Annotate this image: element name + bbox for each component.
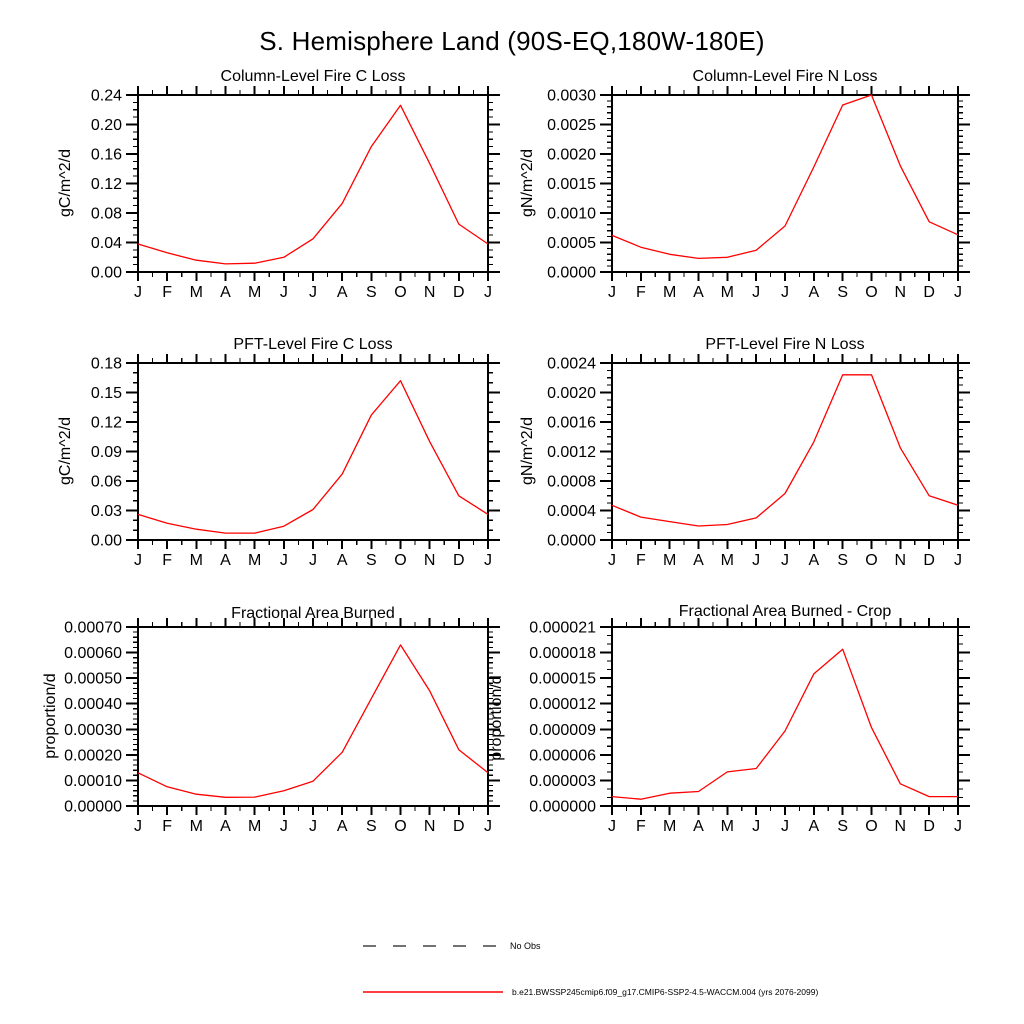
fractional-area-burned-crop-plot [505, 595, 975, 847]
x-tick-label: A [220, 552, 231, 569]
chart-column-level-fire-n-loss [505, 60, 975, 312]
x-tick-label: S [365, 284, 377, 301]
y-tick-label: 0.0010 [547, 205, 596, 223]
y-tick-label: 0.00050 [64, 670, 122, 688]
y-tick-label: 0.0004 [547, 503, 596, 520]
y-tick-label: 0.0030 [547, 87, 596, 105]
x-tick-label: J [279, 284, 288, 301]
x-tick-label: J [309, 818, 317, 835]
y-tick-label: 0.000009 [529, 721, 596, 739]
y-tick-label: 0.000012 [529, 696, 596, 714]
x-tick-label: J [954, 284, 962, 301]
plot-frame [612, 95, 958, 272]
pft-level-fire-n-loss-plot [505, 330, 975, 578]
y-axis-label: proportion/d [488, 675, 505, 761]
x-tick-label: D [923, 818, 935, 835]
x-tick-label: A [336, 284, 348, 301]
x-tick-label: M [663, 818, 677, 835]
y-axis-label: gN/m^2/d [519, 417, 536, 485]
x-tick-label: J [484, 818, 492, 835]
x-tick-label: O [865, 552, 878, 569]
plot-frame [612, 363, 958, 540]
y-tick-label: 0.0000 [547, 264, 596, 282]
x-tick-label: J [752, 818, 761, 835]
series-line [612, 95, 958, 258]
y-tick-label: 0.12 [90, 414, 122, 432]
chart-fractional-area-burned [30, 595, 500, 847]
x-tick-label: O [394, 552, 407, 569]
x-tick-label: S [365, 818, 377, 835]
y-tick-label: 0.0020 [547, 146, 596, 164]
axis-ticks [126, 86, 500, 281]
x-tick-label: J [752, 284, 761, 301]
x-tick-label: J [752, 552, 761, 569]
x-tick-label: M [248, 818, 262, 835]
x-tick-label: J [781, 552, 789, 569]
x-tick-label: S [837, 552, 849, 569]
plot-frame [138, 95, 488, 272]
y-tick-label: 0.00060 [64, 645, 122, 663]
legend-label: b.e21.BWSSP245cmip6.f09_g17.CMIP6-SSP2-4.5-WACCM.004 (yrs 2076-2099) [512, 987, 819, 997]
x-tick-label: J [279, 818, 288, 835]
x-tick-label: N [423, 284, 436, 301]
chart-fractional-area-burned-crop [488, 595, 975, 847]
chart-title: Column-Level Fire N Loss [692, 68, 878, 85]
x-tick-label: O [394, 284, 407, 301]
x-tick-label: J [134, 818, 142, 835]
x-tick-label: D [453, 284, 465, 301]
x-tick-label: J [134, 284, 142, 301]
x-tick-label: F [162, 818, 173, 835]
x-tick-label: J [608, 552, 616, 569]
y-tick-label: 0.000018 [529, 645, 596, 663]
axis-ticks [126, 354, 500, 549]
y-tick-label: 0.0012 [547, 444, 596, 461]
y-tick-label: 0.12 [90, 176, 122, 193]
x-tick-label: A [336, 552, 348, 569]
y-tick-label: 0.04 [90, 235, 122, 252]
column-level-fire-n-loss-plot [505, 60, 975, 312]
model-run-line-sample [362, 989, 504, 995]
legend-label: No Obs [510, 941, 541, 951]
x-tick-label: F [635, 284, 646, 301]
no-obs-line-sample [362, 943, 502, 949]
x-tick-label: F [635, 818, 646, 835]
y-tick-label: 0.00030 [64, 721, 122, 739]
y-tick-label: 0.00 [90, 264, 122, 282]
x-tick-label: M [720, 552, 734, 569]
y-tick-label: 0.06 [90, 473, 122, 491]
y-tick-label: 0.20 [90, 117, 122, 134]
x-tick-label: M [720, 818, 734, 835]
chart-column-level-fire-c-loss [30, 60, 500, 312]
y-tick-label: 0.0015 [547, 176, 596, 193]
y-tick-label: 0.16 [90, 146, 122, 164]
x-tick-label: M [663, 284, 677, 301]
chart-title: PFT-Level Fire N Loss [705, 336, 865, 353]
x-tick-label: J [781, 818, 789, 835]
y-tick-label: 0.00040 [64, 696, 122, 714]
plot-frame [612, 627, 958, 806]
x-tick-label: N [894, 818, 907, 835]
x-tick-label: S [837, 818, 849, 835]
y-tick-label: 0.0005 [547, 235, 596, 252]
x-tick-label: N [894, 552, 907, 569]
y-tick-label: 0.00070 [64, 619, 122, 637]
y-tick-label: 0.18 [90, 355, 122, 373]
y-tick-label: 0.00 [90, 532, 122, 550]
y-tick-label: 0.0008 [547, 473, 596, 491]
x-tick-label: F [635, 552, 646, 569]
series-line [138, 105, 488, 264]
x-tick-label: J [781, 284, 789, 301]
x-tick-label: F [162, 284, 173, 301]
x-tick-label: O [865, 284, 878, 301]
y-tick-label: 0.0025 [547, 117, 596, 134]
series-line [612, 649, 958, 799]
x-tick-label: J [954, 552, 962, 569]
y-tick-label: 0.24 [90, 87, 122, 105]
series-line [612, 375, 958, 526]
chart-title: Column-Level Fire C Loss [220, 68, 406, 85]
y-tick-label: 0.0024 [547, 355, 596, 373]
x-tick-label: M [189, 552, 203, 569]
y-tick-label: 0.000015 [529, 670, 596, 688]
column-level-fire-c-loss-plot [30, 60, 500, 312]
axis-ticks [600, 618, 970, 815]
x-tick-label: J [309, 284, 317, 301]
y-axis-label: gC/m^2/d [57, 149, 74, 217]
x-tick-label: O [394, 818, 407, 835]
y-tick-label: 0.0016 [547, 414, 596, 432]
x-tick-label: A [336, 818, 348, 835]
x-tick-label: N [423, 818, 436, 835]
y-tick-label: 0.00010 [64, 772, 122, 790]
x-tick-label: S [365, 552, 377, 569]
y-tick-label: 0.000003 [529, 772, 596, 790]
chart-pft-level-fire-n-loss [505, 330, 975, 578]
y-tick-label: 0.0020 [547, 385, 596, 402]
chart-title: Fractional Area Burned - Crop [678, 603, 892, 620]
x-tick-label: J [134, 552, 142, 569]
y-tick-label: 0.09 [90, 444, 122, 461]
x-tick-label: J [608, 818, 616, 835]
x-tick-label: A [693, 284, 704, 301]
x-tick-label: J [954, 818, 962, 835]
x-tick-label: O [865, 818, 878, 835]
chart-title: PFT-Level Fire C Loss [233, 336, 393, 353]
series-line [138, 645, 488, 797]
x-tick-label: A [693, 552, 704, 569]
x-tick-label: D [923, 552, 935, 569]
x-tick-label: S [837, 284, 849, 301]
x-tick-label: N [423, 552, 436, 569]
x-tick-label: D [923, 284, 935, 301]
axis-ticks [600, 86, 970, 281]
y-tick-label: 0.000000 [529, 798, 596, 816]
plot-frame [138, 627, 488, 806]
axis-ticks [126, 618, 500, 815]
x-tick-label: J [608, 284, 616, 301]
x-tick-label: F [162, 552, 173, 569]
x-tick-label: A [693, 818, 704, 835]
y-tick-label: 0.0000 [547, 532, 596, 550]
chart-pft-level-fire-c-loss [30, 330, 500, 578]
x-tick-label: N [894, 284, 907, 301]
y-tick-label: 0.08 [90, 205, 122, 223]
x-tick-label: D [453, 552, 465, 569]
fractional-area-burned-plot [30, 595, 500, 847]
y-axis-label: gC/m^2/d [57, 417, 74, 485]
x-tick-label: M [248, 284, 262, 301]
y-tick-label: 0.00000 [64, 798, 122, 816]
x-tick-label: A [808, 552, 820, 569]
x-tick-label: J [484, 284, 492, 301]
x-tick-label: M [189, 284, 203, 301]
figure-title: S. Hemisphere Land (90S-EQ,180W-180E) [259, 26, 765, 56]
y-tick-label: 0.15 [90, 385, 122, 402]
x-tick-label: M [720, 284, 734, 301]
x-tick-label: A [808, 284, 820, 301]
x-tick-label: M [189, 818, 203, 835]
x-tick-label: D [453, 818, 465, 835]
x-tick-label: J [279, 552, 288, 569]
series-line [138, 381, 488, 533]
pft-level-fire-c-loss-plot [30, 330, 500, 578]
y-tick-label: 0.000021 [529, 619, 596, 637]
y-tick-label: 0.03 [90, 503, 122, 520]
y-tick-label: 0.00020 [64, 747, 122, 765]
x-tick-label: J [309, 552, 317, 569]
x-tick-label: M [663, 552, 677, 569]
legend-entry-no-obs [362, 941, 541, 951]
chart-title: Fractional Area Burned [231, 605, 395, 622]
legend-entry-model-run [362, 987, 818, 997]
x-tick-label: A [808, 818, 820, 835]
x-tick-label: A [220, 284, 231, 301]
x-tick-label: J [484, 552, 492, 569]
y-tick-label: 0.000006 [529, 747, 596, 765]
y-axis-label: proportion/d [42, 673, 59, 759]
x-tick-label: A [220, 818, 231, 835]
x-tick-label: M [248, 552, 262, 569]
y-axis-label: gN/m^2/d [519, 149, 536, 217]
